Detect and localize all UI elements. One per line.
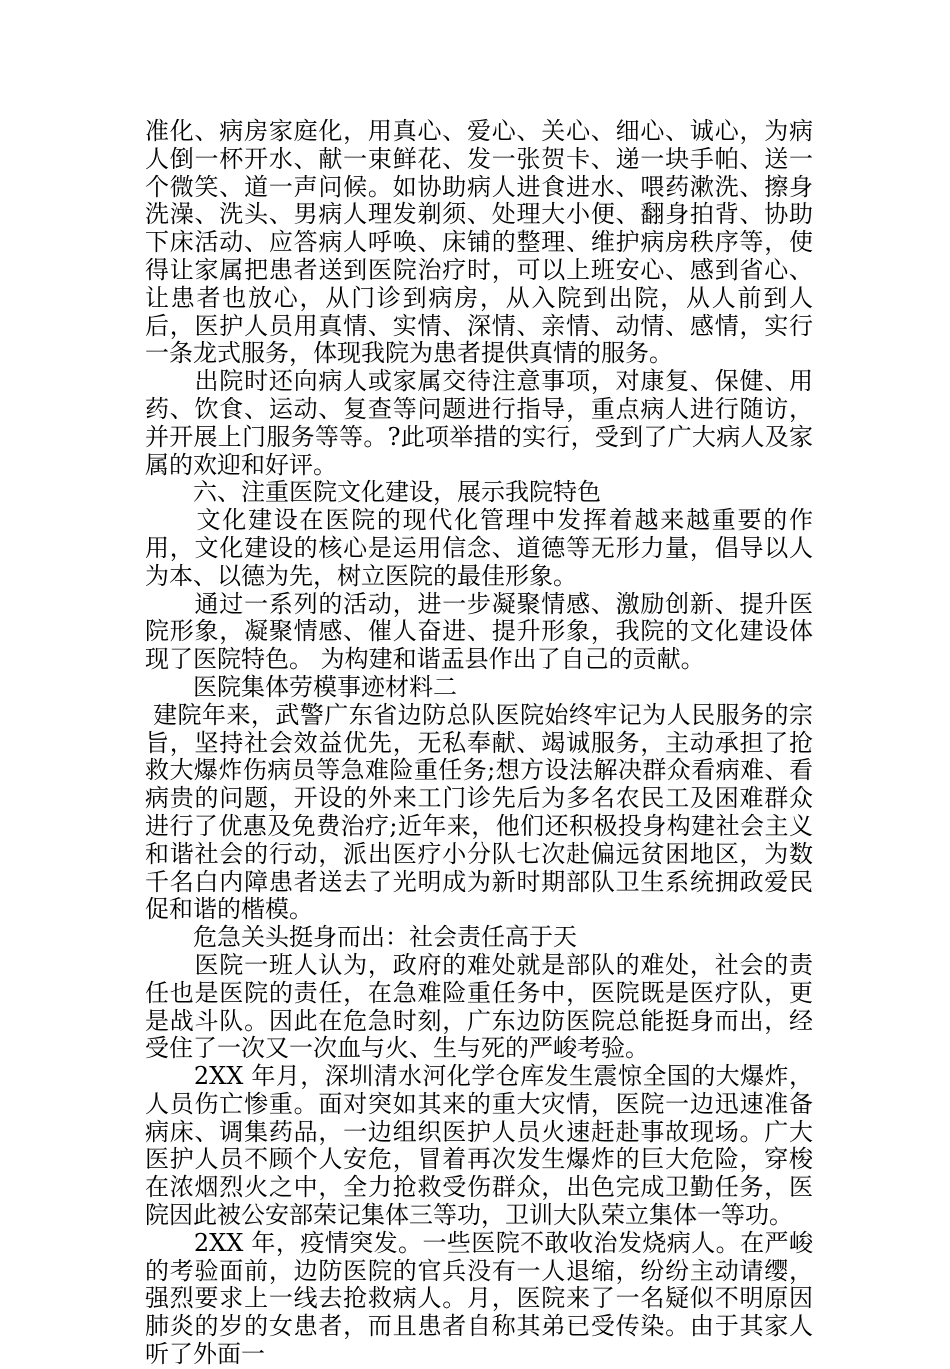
body-paragraph-7: 2XX 年月，深圳清水河化学仓库发生震惊全国的大爆炸，人员伤亡惨重。面对突如其来的重大灾情，医院一边迅速准备病床、调集药品，一边组织医护人员火速赶赴事故现场。广大医护人员不顾个人安危，冒着再次发生爆炸的巨大危险，穿梭在浓烟烈火之中，全力抢救受伤群众，出色完成卫勤任务，医院因此被公安部荣记集体三等功，卫训大队荣立集体一等功。 — [145, 1062, 813, 1230]
body-paragraph-2: 出院时还向病人或家属交待注意事项，对康复、保健、用药、饮食、运动、复查等问题进行指导，重点病人进行随访，并开展上门服务等等。?此项举措的实行，受到了广大病人及家属的欢迎和好评。 — [145, 367, 813, 479]
section-heading-emergency: 危急关头挺身而出：社会责任高于天 — [145, 923, 577, 952]
body-paragraph-5: 建院年来，武警广东省边防总队医院始终牢记为人民服务的宗旨，坚持社会效益优先，无私奉献、竭诚服务，主动承担了抢救大爆炸伤病员等急难险重任务;想方设法解决群众看病难、看病贵的问题，开设的外来工门诊先后为多名农民工及困难群众进行了优惠及免费治疗;近年来，他们还积极投身构建社会主义和谐社会的行动，派出医疗小分队七次赴偏远贫困地区，为数千名白内障患者送去了光明成为新时期部队卫生系统拥政爱民促和谐的楷模。 — [145, 700, 813, 924]
body-paragraph-6: 医院一班人认为，政府的难处就是部队的难处，社会的责任也是医院的责任，在急难险重任务中，医院既是医疗队，更是战斗队。因此在危急时刻，广东边防医院总能挺身而出，经受住了一次又一次血与火、生与死的严峻考验。 — [145, 950, 813, 1063]
body-paragraph-3: 文化建设在医院的现代化管理中发挥着越来越重要的作用，文化建设的核心是运用信念、道德等无形力量，倡导以人为本、以德为先，树立医院的最佳形象。 — [145, 506, 813, 590]
section-heading-culture: 六、注重医院文化建设，展示我院特色 — [145, 478, 601, 507]
body-paragraph-4: 通过一系列的活动，进一步凝聚情感、激励创新、提升医院形象，凝聚情感、催人奋进、提升形象，我院的文化建设体现了医院特色。 为构建和谐盂县作出了自己的贡献。 — [145, 589, 813, 674]
document-title-2: 医院集体劳模事迹材料二 — [145, 672, 457, 701]
document-page — [145, 118, 813, 1369]
body-paragraph-1: 准化、病房家庭化，用真心、爱心、关心、细心、诚心，为病人倒一杯开水、献一束鲜花、发一张贺卡、递一块手帕、送一个微笑、道一声问候。如协助病人进食进水、喂药漱洗、擦身洗澡、洗头、男病人理发剃须、处理大小便、翻身拍背、协助下床活动、应答病人呼唤、床铺的整理、维护病房秩序等，使得让家属把患者送到医院治疗时，可以上班安心、感到省心、让患者也放心，从门诊到病房，从入院到出院，从人前到人后，医护人员用真情、实情、深情、亲情、动情、感情，实行一条龙式服务，体现我院为患者提供真情的服务。 — [145, 117, 813, 368]
body-paragraph-8: 2XX 年，疫情突发。一些医院不敢收治发烧病人。在严峻的考验面前，边防医院的官兵没有一人退缩，纷纷主动请缨，强烈要求上一线去抢救病人。月，医院来了一名疑似不明原因肺炎的岁的女患者，而且患者自称其弟已受传染。由于其家人听了外面一 — [145, 1228, 813, 1369]
